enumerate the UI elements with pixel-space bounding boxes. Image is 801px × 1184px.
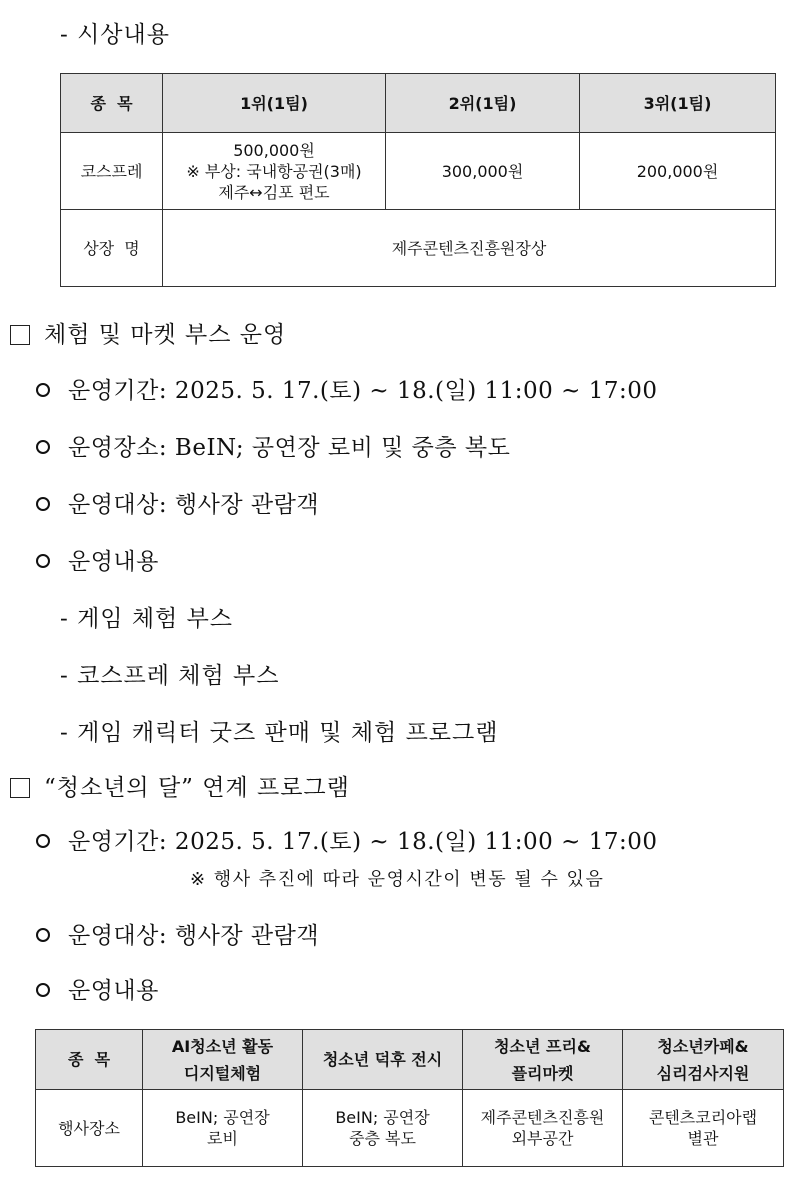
section-1-place: 운영장소: BeIN; 공연장 로비 및 중층 복도 — [68, 435, 511, 461]
section-1-content: 운영내용 — [68, 549, 159, 575]
section-2-item — [36, 917, 319, 950]
program-row-venue — [36, 1090, 784, 1167]
checkbox-square-icon — [10, 325, 30, 345]
venue-ai: BeIN; 공연장 로비 — [143, 1090, 303, 1167]
section-2-content: 운영내용 — [68, 978, 159, 1004]
checkbox-square-icon — [10, 778, 30, 798]
section-1-item — [36, 372, 658, 405]
award-header-second: 2위(1팀) — [386, 74, 580, 133]
award-row-cosplay — [61, 133, 776, 210]
circle-bullet-icon — [36, 983, 50, 997]
program-header-market: 청소년 프리& 플리마켓 — [463, 1030, 623, 1090]
circle-bullet-icon — [36, 440, 50, 454]
award-header-first: 1위(1팀) — [163, 74, 386, 133]
program-header-category: 종 목 — [36, 1030, 143, 1090]
section-1-subitem: - 게임 체험 부스 — [60, 606, 234, 632]
section-1-item — [36, 429, 510, 462]
circle-bullet-icon — [36, 383, 50, 397]
venue-exhibition: BeIN; 공연장 중층 복도 — [303, 1090, 463, 1167]
circle-bullet-icon — [36, 554, 50, 568]
venue-market: 제주콘텐츠진흥원 외부공간 — [463, 1090, 623, 1167]
section-2-title: “청소년의 달” 연계 프로그램 — [44, 775, 350, 801]
section-2-item — [36, 823, 658, 856]
award-second-prize: 300,000원 — [386, 133, 580, 210]
awards-subheading: - 시상내용 — [60, 22, 170, 48]
section-2-heading — [10, 769, 350, 802]
section-1-item — [36, 486, 319, 519]
section-1-subitem: - 코스프레 체험 부스 — [60, 663, 280, 689]
section-1-title: 체험 및 마켓 부스 운영 — [44, 322, 287, 348]
schedule-change-note: ※ 행사 추진에 따라 운영시간이 변동 될 수 있음 — [190, 869, 605, 890]
program-header-ai: AI청소년 활동 디지털체험 — [143, 1030, 303, 1090]
program-row-label: 행사장소 — [36, 1090, 143, 1167]
circle-bullet-icon — [36, 834, 50, 848]
venue-cafe: 콘텐츠코리아랩 별관 — [623, 1090, 784, 1167]
program-header-exhibition: 청소년 덕후 전시 — [303, 1030, 463, 1090]
award-table-header-row — [61, 74, 776, 133]
section-2-target: 운영대상: 행사장 관람객 — [68, 923, 320, 949]
section-1-subitem: - 게임 캐릭터 굿즈 판매 및 체험 프로그램 — [60, 720, 499, 746]
certificate-name: 제주콘텐츠진흥원장상 — [163, 210, 776, 287]
award-first-prize: 500,000원 ※ 부상: 국내항공권(3매) 제주↔김포 편도 — [163, 133, 386, 210]
award-row-label: 코스프레 — [61, 133, 163, 210]
section-2-period: 운영기간: 2025. 5. 17.(토) ~ 18.(일) 11:00 ~ 17:00 — [68, 829, 658, 855]
certificate-label: 상장 명 — [61, 210, 163, 287]
circle-bullet-icon — [36, 928, 50, 942]
award-third-prize: 200,000원 — [580, 133, 776, 210]
program-table-header-row — [36, 1030, 784, 1090]
section-1-heading — [10, 316, 286, 349]
program-header-cafe: 청소년카페& 심리검사지원 — [623, 1030, 784, 1090]
award-row-certificate — [61, 210, 776, 287]
circle-bullet-icon — [36, 497, 50, 511]
award-header-third: 3위(1팀) — [580, 74, 776, 133]
section-2-item — [36, 972, 159, 1005]
section-1-item — [36, 543, 159, 576]
program-table — [35, 1029, 784, 1167]
section-1-period: 운영기간: 2025. 5. 17.(토) ~ 18.(일) 11:00 ~ 17:00 — [68, 378, 658, 404]
award-table — [60, 73, 776, 287]
award-header-category: 종 목 — [61, 74, 163, 133]
section-1-target: 운영대상: 행사장 관람객 — [68, 492, 320, 518]
